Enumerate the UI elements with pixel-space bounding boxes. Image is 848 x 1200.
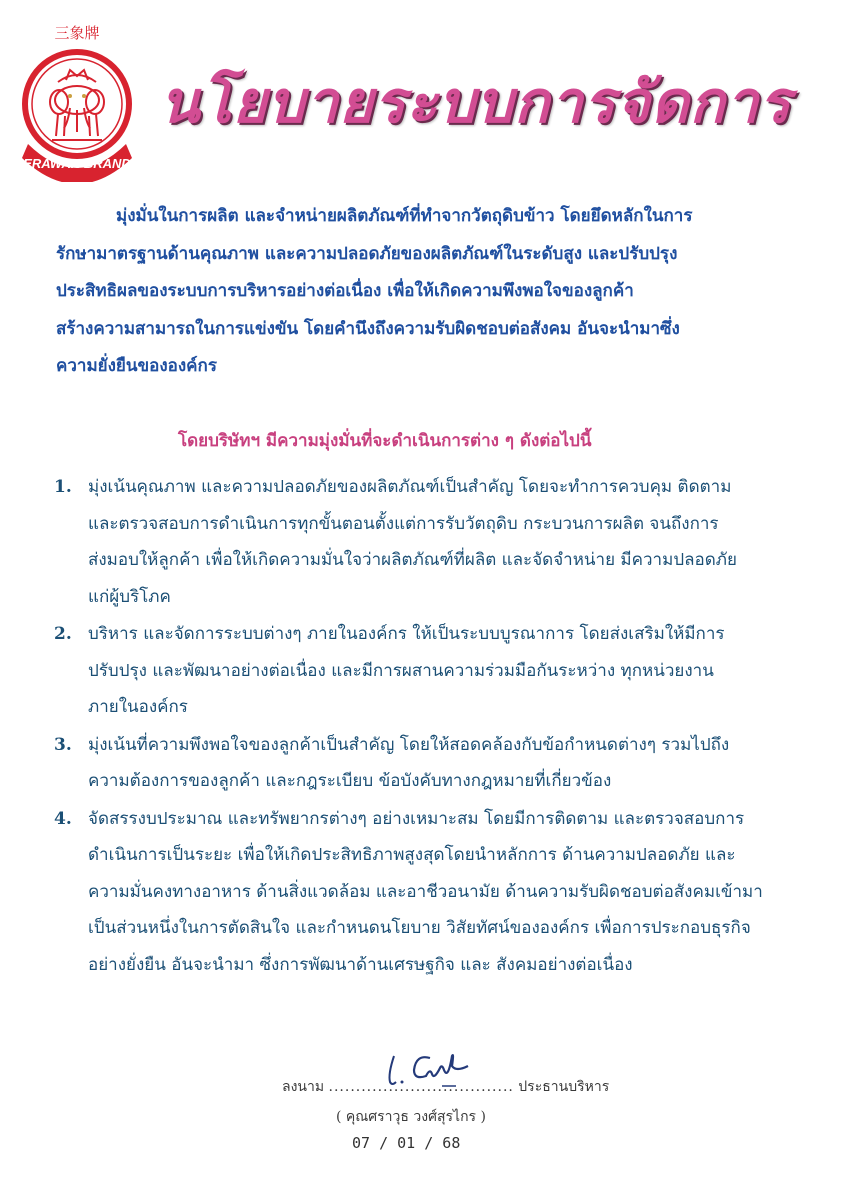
logo-brand-text: ERAWAN BRAND [23, 156, 131, 171]
policy-line: ความมั่นคงทางอาหาร ด้านสิ่งแวดล้อม และอาชีวอนามัย ด้านความรับผิดชอบต่อสังคมเข้ามา [88, 881, 763, 902]
policy-line: แก่ผู้บริโภค [88, 586, 171, 607]
policy-line: จัดสรรงบประมาณ และทรัพยากรต่างๆ อย่างเหมาะสม โดยมีการติดตาม และตรวจสอบการ [88, 808, 745, 829]
policy-line: บริหาร และจัดการระบบต่างๆ ภายในองค์กร ให้เป็นระบบบูรณาการ โดยส่งเสริมให้มีการ [88, 624, 725, 644]
logo-chinese-text: 三象牌 [54, 24, 100, 42]
policy-list [50, 469, 830, 983]
policy-item [50, 801, 830, 984]
intro-line: มุ่งมั่นในการผลิต และจำหน่ายผลิตภัณฑ์ที่ทำจากวัตถุดิบข้าว โดยยึดหลักในการ [116, 206, 693, 226]
policy-line: ดำเนินการเป็นระยะ เพื่อให้เกิดประสิทธิภาพสูงสุดโดยนำหลักการ ด้านความปลอดภัย และ [88, 845, 736, 865]
policy-line: ส่งมอบให้ลูกค้า เพื่อให้เกิดความมั่นใจว่าผลิตภัณฑ์ที่ผลิต และจัดจำหน่าย มีความปลอดภัย [88, 550, 737, 570]
policy-line: และตรวจสอบการดำเนินการทุกขั้นตอนตั้งแต่การรับวัตถุดิบ กระบวนการผลิต จนถึงการ [88, 513, 719, 534]
policy-line: มุ่งเน้นที่ความพึงพอใจของลูกค้าเป็นสำคัญ โดยให้สอดคล้องกับข้อกำหนดต่างๆ รวมไปถึง [88, 734, 730, 755]
intro-line: ความยั่งยืนขององค์กร [56, 356, 217, 376]
policy-line: ปรับปรุง และพัฒนาอย่างต่อเนื่อง และมีการผสานความร่วมมือกันระหว่าง ทุกหน่วยงาน [88, 660, 714, 681]
erawan-brand-logo [18, 22, 136, 182]
policy-line: ความต้องการของลูกค้า และกฎระเบียบ ข้อบังคับทางกฎหมายที่เกี่ยวข้อง [88, 771, 612, 791]
page-title: นโยบายระบบการจัดการ [160, 68, 792, 136]
policy-item [50, 616, 830, 726]
signer-position: ประธานบริหาร [518, 1079, 610, 1095]
sign-label: ลงนาม [282, 1079, 325, 1095]
policy-item [50, 469, 830, 615]
signature-date: 07 / 01 / 68 [352, 1134, 461, 1152]
policy-item [50, 727, 830, 800]
policy-line: ภายในองค์กร [88, 697, 188, 717]
three-elephant-emblem-icon [18, 22, 136, 182]
intro-line: ประสิทธิผลของระบบการบริหารอย่างต่อเนื่อง เพื่อให้เกิดความพึงพอใจของลูกค้า [56, 281, 634, 301]
intro-line: รักษามาตรฐานด้านคุณภาพ และความปลอดภัยของผลิตภัณฑ์ในระดับสูง และปรับปรุง [56, 243, 678, 264]
policy-number: 2. [54, 624, 72, 644]
intro-line: สร้างความสามารถในการแข่งขัน โดยคำนึงถึงความรับผิดชอบต่อสังคม อันจะนำมาซึ่ง [56, 318, 680, 339]
intro-paragraph [56, 198, 816, 386]
policy-number: 4. [54, 808, 72, 829]
signature-row [282, 1076, 609, 1098]
policy-line: อย่างยั่งยืน อันจะนำมา ซึ่งการพัฒนาด้านเศรษฐกิจ และ สังคมอย่างต่อเนื่อง [88, 954, 633, 975]
policy-line: เป็นส่วนหนึ่งในการตัดสินใจ และกำหนดนโยบาย วิสัยทัศน์ขององค์กร เพื่อการประกอบธุรกิจ [88, 918, 751, 938]
policy-line: มุ่งเน้นคุณภาพ และความปลอดภัยของผลิตภัณฑ์เป็นสำคัญ โดยจะทำการควบคุม ติดตาม [88, 477, 732, 497]
policy-number: 1. [54, 477, 72, 497]
signature-line: .................................. [328, 1079, 514, 1095]
signer-name: ( คุณศราวุธ วงศ์สุรไกร ) [336, 1109, 486, 1125]
policy-subheading: โดยบริษัทฯ มีความมุ่งมั่นที่จะดำเนินการต่าง ๆ ดังต่อไปนี้ [178, 431, 592, 451]
policy-number: 3. [54, 734, 72, 755]
